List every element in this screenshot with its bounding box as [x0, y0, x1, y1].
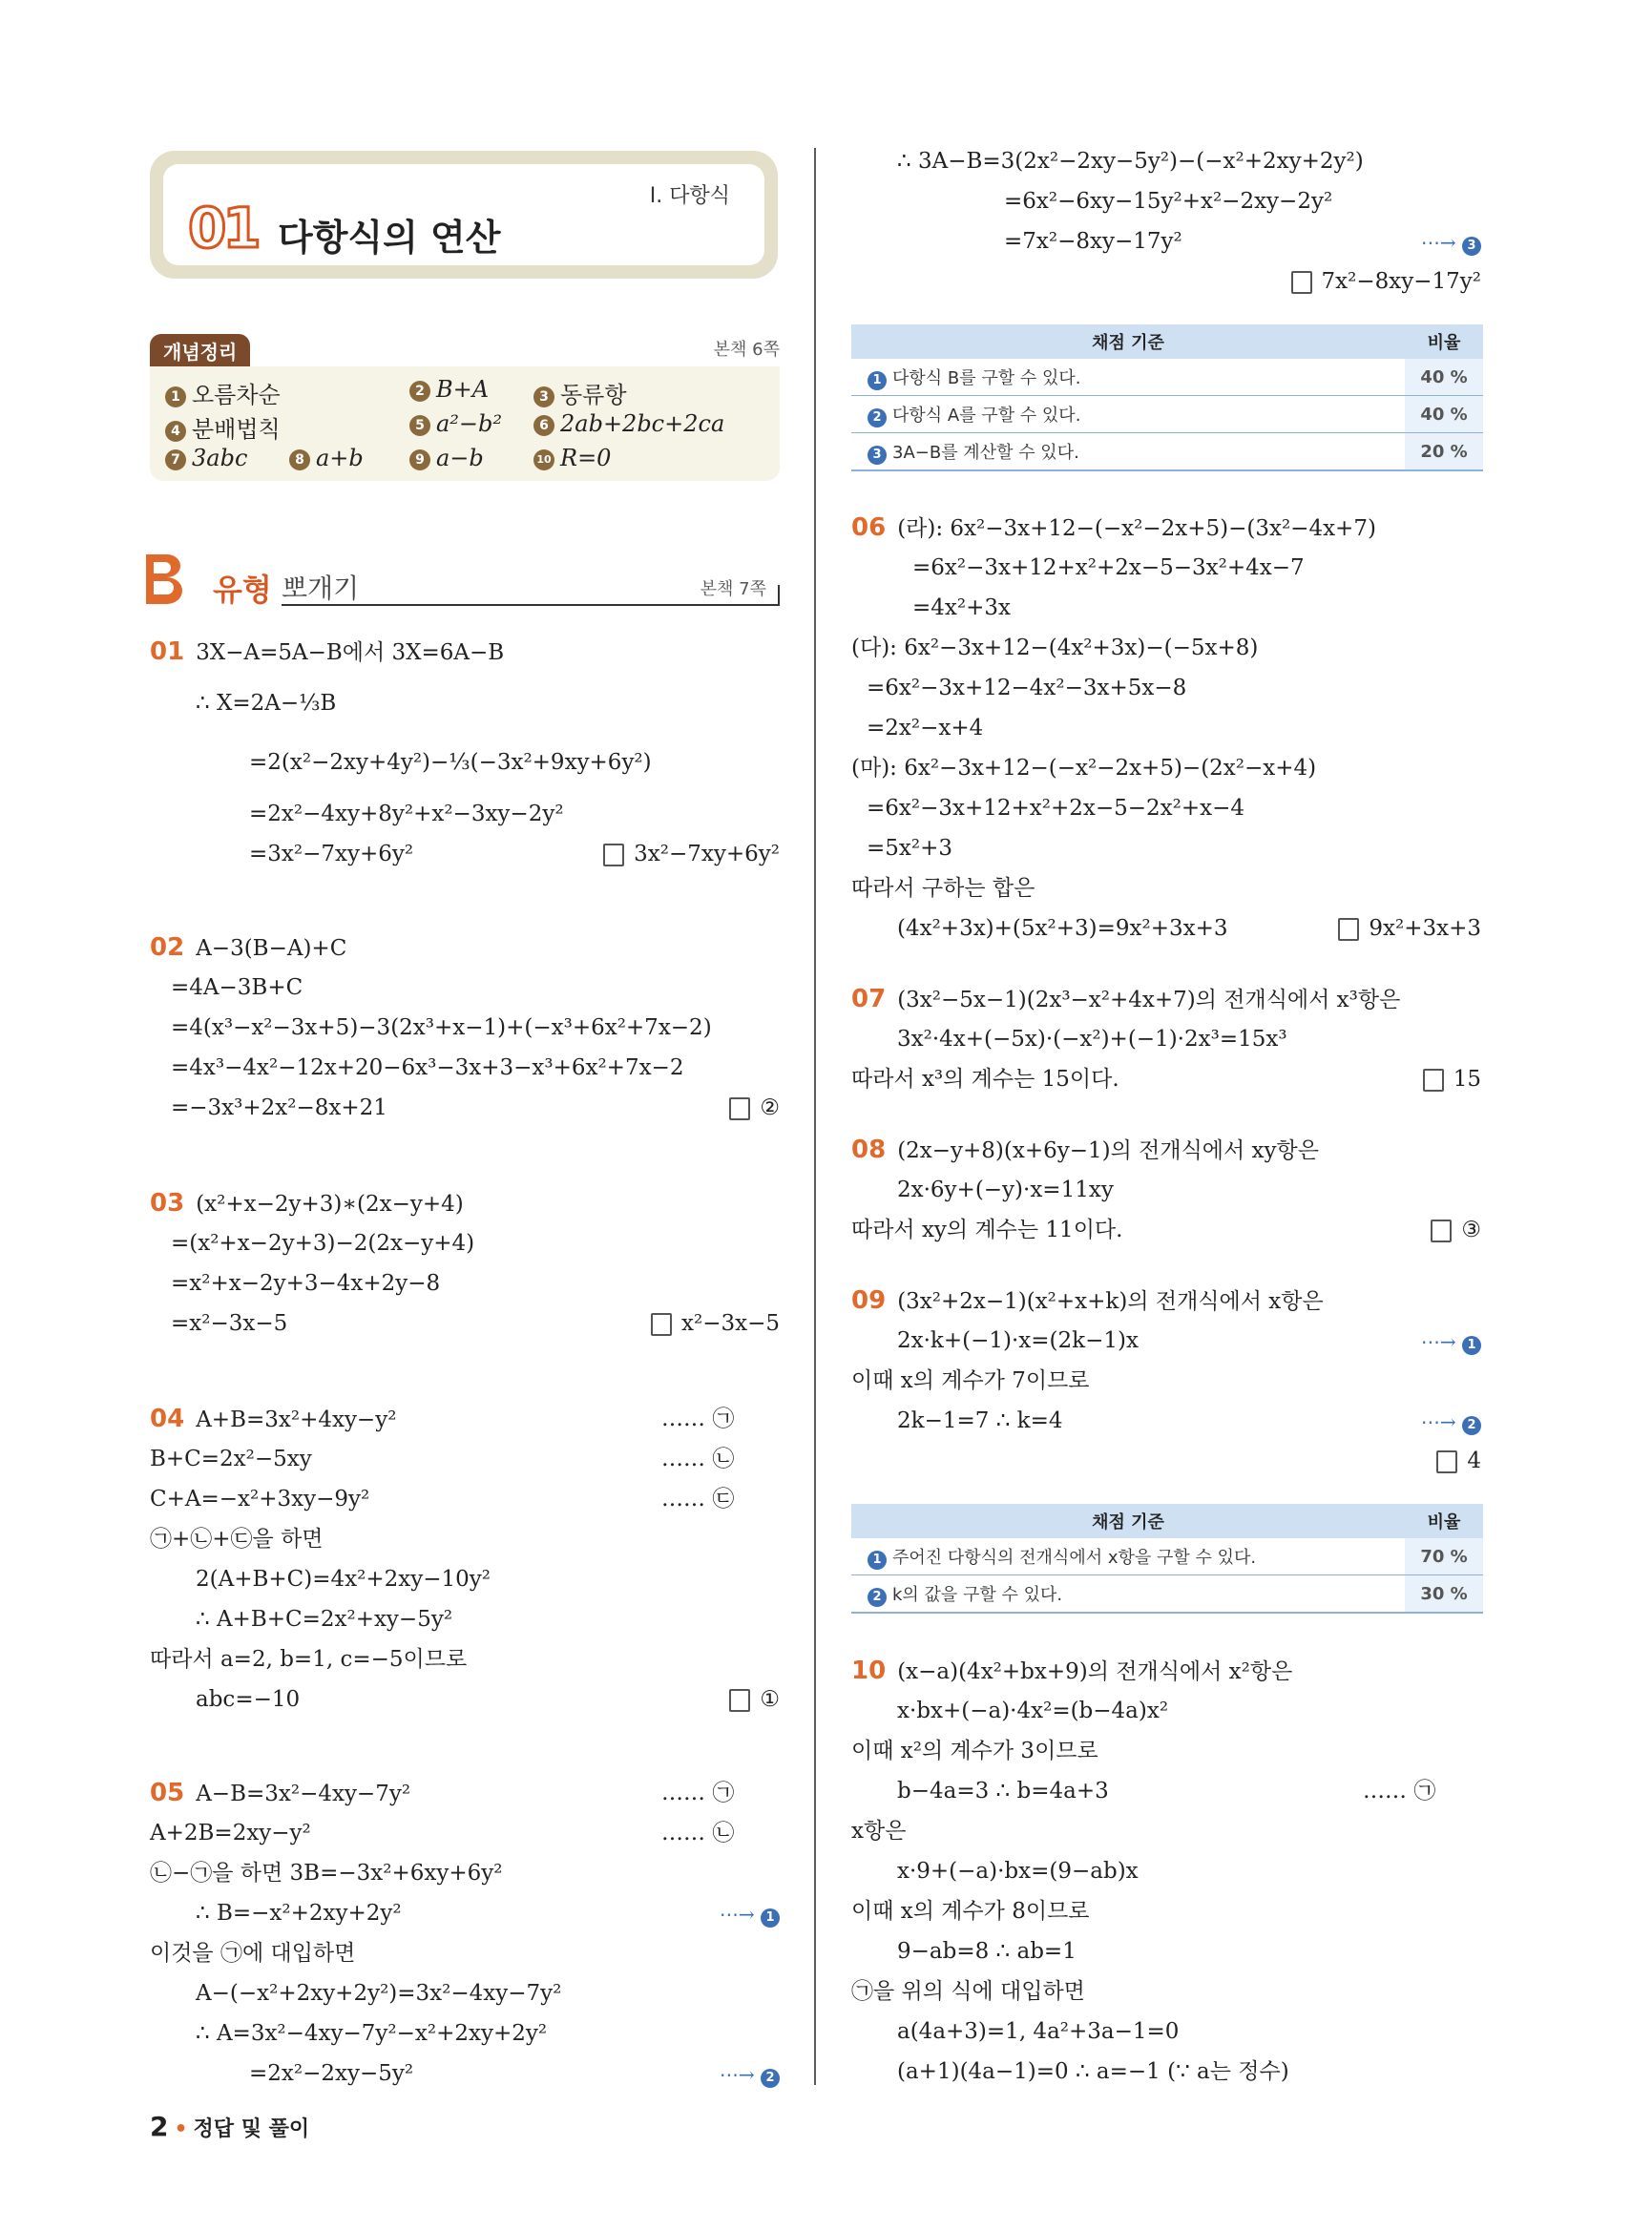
problem-line: =2(x²−2xy+4y²)−⅓(−3x²+9xy+6y²)	[249, 750, 652, 775]
page-number: 2	[150, 2111, 169, 2142]
answer-icon	[1338, 918, 1359, 941]
problem-line: =x²+x−2y+3−4x+2y−8	[171, 1271, 441, 1296]
answer: 7x²−8xy−17y²	[1291, 267, 1481, 296]
concept-item: 2 B+A	[409, 376, 489, 403]
grade-header-criteria: 채점 기준	[851, 324, 1405, 359]
problem-line: =6x²−3x+12−4x²−3x+5x−8	[867, 676, 1187, 700]
problem-line: =(x²+x−2y+3)−2(2x−y+4)	[171, 1231, 475, 1256]
step-marker: ⋯→ 2	[1421, 1410, 1481, 1435]
problem-line: ∴ A+B+C=2x²+xy−5y²	[196, 1607, 453, 1632]
problem-number: 02	[150, 933, 185, 962]
problem-line: =6x²−3x+12+x²+2x−5−3x²+4x−7	[912, 555, 1305, 580]
concept-item: 4 분배법칙	[165, 410, 281, 444]
problem-line: (a+1)(4a−1)=0 ∴ a=−1 (∵ a는 정수)	[897, 2059, 1289, 2084]
step-marker: ⋯→ 2	[720, 2063, 780, 2088]
equation-marker: …… ㉢	[661, 1487, 735, 1512]
answer-icon	[729, 1689, 750, 1712]
problem-line: (4x²+3x)+(5x²+3)=9x²+3x+3	[897, 916, 1228, 941]
step-marker: ⋯→ 1	[1421, 1330, 1481, 1355]
problem-line: =2x²−2xy−5y²	[249, 2061, 414, 2086]
concept-item: 8 a+b	[289, 445, 364, 471]
problem-line: 10 (x−a)(4x²+bx+9)의 전개식에서 x²항은	[851, 1657, 1293, 1685]
grading-table-05	[851, 324, 1483, 471]
problem-line: 05 A−B=3x²−4xy−7y²	[150, 1779, 411, 1807]
problem-number: 07	[851, 985, 887, 1013]
problem-line: =4A−3B+C	[171, 975, 303, 1000]
section-label-sub: 뽀개기	[282, 573, 360, 604]
grade-header-ratio: 비율	[1405, 1504, 1483, 1538]
column-divider	[814, 148, 816, 2085]
answer: 3x²−7xy+6y²	[603, 840, 780, 868]
problem-number: 05	[150, 1779, 185, 1807]
problem-line: 01 3X−A=5A−B에서 3X=6A−B	[150, 637, 505, 666]
problem-line: ㉡−㉠을 하면 3B=−3x²+6xy+6y²	[150, 1861, 503, 1886]
answer-icon	[1431, 1220, 1452, 1242]
problem-line: =−3x³+2x²−8x+21	[171, 1095, 387, 1120]
answer: 9x²+3x+3	[1338, 914, 1481, 943]
problem-line: a(4a+3)=1, 4a²+3a−1=0	[897, 2019, 1180, 2044]
problem-line: 2k−1=7 ∴ k=4	[897, 1408, 1063, 1433]
step-marker: ⋯→ 1	[720, 1903, 780, 1928]
concept-item: 6 2ab+2bc+2ca	[533, 410, 724, 437]
problem-line: =4(x³−x²−3x+5)−3(2x³+x−1)+(−x³+6x²+7x−2)	[171, 1015, 712, 1040]
section-label: 유형	[213, 572, 272, 608]
chapter-title: 다항식의 연산	[278, 217, 501, 259]
answer-icon	[729, 1097, 750, 1120]
chapter-title-box	[150, 151, 778, 279]
equation-marker: …… ㉡	[661, 1447, 735, 1471]
concept-item: 1 오름차순	[165, 376, 281, 409]
problem-line: =7x²−8xy−17y²	[1004, 229, 1182, 254]
problem-line: 08 (2x−y+8)(x+6y−1)의 전개식에서 xy항은	[851, 1136, 1319, 1164]
table-row: 1 다항식 B를 구할 수 있다. 40 %	[851, 359, 1483, 396]
problem-line: 이것을 ㉠에 대입하면	[150, 1941, 356, 1966]
problem-line: 04 A+B=3x²+4xy−y²	[150, 1405, 397, 1433]
problem-line: =4x³−4x²−12x+20−6x³−3x+3−x³+6x²+7x−2	[171, 1055, 684, 1080]
table-row: 1 주어진 다항식의 전개식에서 x항을 구할 수 있다. 70 %	[851, 1538, 1483, 1575]
equation-marker: …… ㉠	[661, 1781, 735, 1805]
problem-number: 09	[851, 1286, 887, 1315]
problem-line: 06 (라): 6x²−3x+12−(−x²−2x+5)−(3x²−4x+7)	[851, 513, 1376, 542]
problem-line: 따라서 a=2, b=1, c=−5이므로	[150, 1647, 468, 1672]
problem-line: 9−ab=8 ∴ ab=1	[897, 1939, 1077, 1964]
problem-line: =5x²+3	[867, 836, 953, 861]
equation-marker: …… ㉡	[661, 1821, 735, 1845]
problem-line: 2x·k+(−1)·x=(2k−1)x	[897, 1328, 1139, 1353]
problem-line: 2(A+B+C)=4x²+2xy−10y²	[196, 1567, 491, 1592]
footer-label: 정답 및 풀이	[193, 2117, 310, 2141]
answer-icon	[1291, 271, 1312, 294]
problem-line: ∴ B=−x²+2xy+2y²	[196, 1901, 402, 1926]
problem-line: ㉠을 위의 식에 대입하면	[851, 1979, 1085, 2004]
step-marker: ⋯→ 3	[1421, 231, 1481, 256]
concept-item: 3 동류항	[533, 376, 627, 409]
problem-line: abc=−10	[196, 1687, 301, 1712]
problem-line: =3x²−7xy+6y²	[249, 842, 414, 866]
grade-header-ratio: 비율	[1405, 324, 1483, 359]
problem-line: A−(−x²+2xy+2y²)=3x²−4xy−7y²	[196, 1981, 562, 2006]
problem-line: 2x·6y+(−y)·x=11xy	[897, 1178, 1114, 1202]
section-page-ref: 본책 7쪽	[700, 579, 766, 599]
problem-line: =6x²−3x+12+x²+2x−5−2x²+x−4	[867, 796, 1244, 821]
problem-line: 03 (x²+x−2y+3)∗(2x−y+4)	[150, 1189, 464, 1218]
problem-number: 03	[150, 1189, 185, 1218]
problem-line: (마): 6x²−3x+12−(−x²−2x+5)−(2x²−x+4)	[851, 756, 1317, 781]
problem-line: A+2B=2xy−y²	[150, 1821, 311, 1845]
problem-line: B+C=2x²−5xy	[150, 1447, 312, 1471]
answer-icon	[651, 1313, 672, 1336]
problem-line: 따라서 x³의 계수는 15이다.	[851, 1067, 1119, 1092]
answer: ②	[729, 1094, 780, 1122]
unit-label: Ⅰ. 다항식	[649, 184, 730, 208]
problem-line: =2x²−x+4	[867, 716, 984, 740]
answer-icon	[1436, 1450, 1457, 1473]
problem-line: 07 (3x²−5x−1)(2x³−x²+4x+7)의 전개식에서 x³항은	[851, 985, 1401, 1013]
problem-line: =6x²−6xy−15y²+x²−2xy−2y²	[1004, 189, 1333, 214]
problem-line: ∴ X=2A−⅓B	[196, 691, 337, 716]
equation-marker: …… ㉠	[1363, 1779, 1436, 1804]
page-footer: 2 • 정답 및 풀이	[150, 2111, 310, 2142]
problem-line: 따라서 구하는 합은	[851, 876, 1035, 901]
answer-icon	[603, 844, 624, 866]
problem-line: b−4a=3 ∴ b=4a+3	[897, 1779, 1109, 1804]
problem-line: ㉠+㉡+㉢을 하면	[150, 1527, 324, 1552]
problem-line: 02 A−3(B−A)+C	[150, 933, 347, 962]
grading-table-09	[851, 1504, 1483, 1614]
concept-item: 9 a−b	[409, 445, 484, 471]
problem-line: 이때 x²의 계수가 3이므로	[851, 1739, 1098, 1763]
problem-line: 09 (3x²+2x−1)(x²+x+k)의 전개식에서 x항은	[851, 1286, 1324, 1315]
concept-item: 7 3abc	[165, 445, 247, 471]
problem-line: 따라서 xy의 계수는 11이다.	[851, 1218, 1123, 1242]
problem-line: ∴ A=3x²−4xy−7y²−x²+2xy+2y²	[196, 2021, 548, 2046]
concept-summary	[150, 334, 780, 477]
answer: ①	[729, 1685, 780, 1714]
problem-number: 01	[150, 637, 185, 666]
problem-line: =4x²+3x	[912, 595, 1011, 620]
problem-number: 04	[150, 1405, 185, 1433]
problem-line: (다): 6x²−3x+12−(4x²+3x)−(−5x+8)	[851, 636, 1259, 660]
equation-marker: …… ㉠	[661, 1407, 735, 1431]
grade-header-criteria: 채점 기준	[851, 1504, 1405, 1538]
chapter-number: 01	[188, 196, 258, 261]
section-logo-icon	[136, 549, 190, 610]
problem-line: C+A=−x²+3xy−9y²	[150, 1487, 370, 1512]
table-row: 2 k의 값을 구할 수 있다. 30 %	[851, 1575, 1483, 1614]
problem-line: 이때 x의 계수가 7이므로	[851, 1368, 1090, 1393]
problem-line: x항은	[851, 1819, 907, 1844]
concept-item: 5 a²−b²	[409, 410, 502, 437]
concept-tag: 개념정리	[150, 334, 250, 367]
problem-line: 3x²·4x+(−5x)·(−x²)+(−1)·2x³=15x³	[897, 1027, 1287, 1052]
concept-item: 10 R=0	[533, 445, 611, 471]
problem-number: 08	[851, 1136, 887, 1164]
answer: 15	[1423, 1065, 1481, 1094]
problem-line: x·bx+(−a)·4x²=(b−4a)x²	[897, 1699, 1169, 1723]
problem-line: x·9+(−a)·bx=(9−ab)x	[897, 1859, 1139, 1884]
problem-line: =x²−3x−5	[171, 1311, 288, 1336]
problem-number: 10	[851, 1657, 887, 1685]
table-row: 2 다항식 A를 구할 수 있다. 40 %	[851, 396, 1483, 433]
concept-page-ref: 본책 6쪽	[713, 340, 780, 360]
problem-line: =2x²−4xy+8y²+x²−3xy−2y²	[249, 802, 564, 826]
answer-icon	[1423, 1069, 1444, 1092]
answer: ③	[1431, 1216, 1481, 1244]
problem-number: 06	[851, 513, 887, 542]
answer: x²−3x−5	[651, 1309, 780, 1338]
answer: 4	[1436, 1447, 1481, 1475]
problem-line: 이때 x의 계수가 8이므로	[851, 1899, 1090, 1924]
section-header	[150, 558, 780, 615]
problem-line: ∴ 3A−B=3(2x²−2xy−5y²)−(−x²+2xy+2y²)	[897, 149, 1364, 174]
table-row: 3 3A−B를 계산할 수 있다. 20 %	[851, 433, 1483, 471]
